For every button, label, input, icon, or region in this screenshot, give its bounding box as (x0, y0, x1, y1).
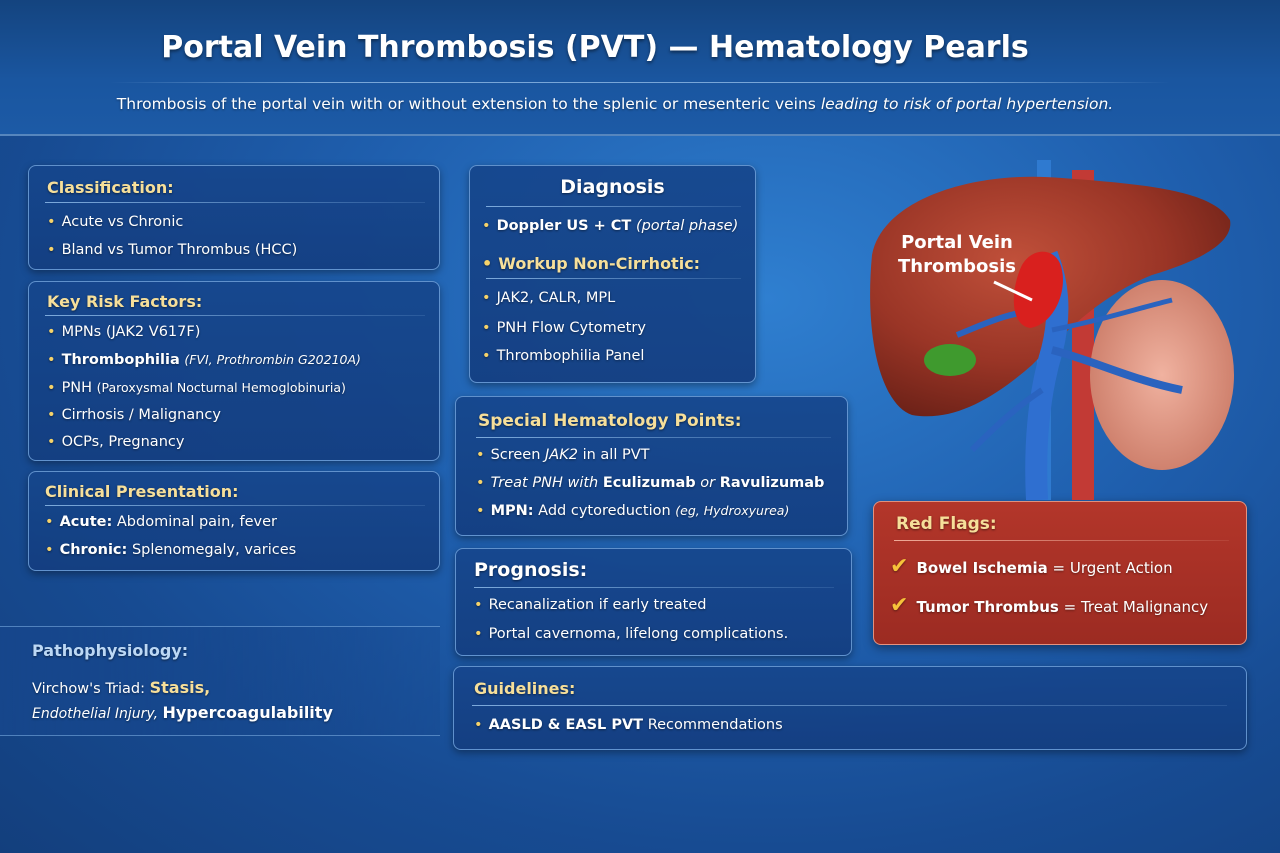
risk-item-mpn: • MPNs (JAK2 V617F) (47, 324, 201, 340)
risk-item-thrombophilia: • Thrombophilia (FVI, Prothrombin G20210A) (47, 352, 361, 368)
red-flags-panel (873, 501, 1247, 645)
clinical-item-acute: • Acute: Abdominal pain, fever (45, 514, 277, 530)
special-points-panel (455, 396, 848, 536)
risk-factors-title: Key Risk Factors: (47, 292, 203, 311)
pathophysiology-band (0, 626, 440, 736)
clinical-panel (28, 471, 440, 571)
special-item-pnh: • Treat PNH with Eculizumab or Ravulizumab (476, 475, 825, 491)
special-item-jak2: • Screen JAK2 in all PVT (476, 447, 650, 463)
guidelines-divider (472, 705, 1227, 706)
classification-panel (28, 165, 440, 270)
special-points-divider (476, 437, 831, 438)
workup-item: • Thrombophilia Panel (482, 348, 645, 364)
prognosis-divider (474, 587, 834, 588)
risk-item-cirrhosis: • Cirrhosis / Malignancy (47, 407, 221, 423)
risk-item-pnh: • PNH (Paroxysmal Nocturnal Hemoglobinuria) (47, 380, 346, 396)
subtitle-italic: leading to risk of portal hypertension. (820, 95, 1114, 113)
red-flag-item-ischemia: ✔ Bowel Ischemia = Urgent Action (890, 554, 1173, 579)
liver-illustration (862, 160, 1242, 500)
pathophysiology-line: Virchow's Triad: Stasis, (32, 678, 211, 697)
special-item-mpn: • MPN: Add cytoreduction (eg, Hydroxyurea) (476, 503, 790, 519)
classification-title: Classification: (47, 178, 174, 197)
clinical-item-chronic: • Chronic: Splenomegaly, varices (45, 542, 297, 558)
classification-item: • Bland vs Tumor Thrombus (HCC) (47, 242, 298, 258)
spleen-shape (1090, 280, 1234, 470)
guidelines-title: Guidelines: (474, 679, 576, 698)
red-flags-divider (894, 540, 1229, 541)
risk-factors-panel (28, 281, 440, 461)
diagnosis-divider (486, 206, 741, 207)
risk-item-ocp: • OCPs, Pregnancy (47, 434, 185, 450)
guidelines-panel (453, 666, 1247, 750)
checkmark-icon: ✔ (890, 593, 909, 618)
illustration-label-line2: Thrombosis (898, 256, 1016, 277)
workup-item: • PNH Flow Cytometry (482, 320, 646, 336)
illustration-label-line1: Portal Vein (901, 232, 1013, 253)
pathophysiology-title: Pathophysiology: (32, 641, 189, 660)
diagnosis-panel (469, 165, 756, 383)
prognosis-item: • Portal cavernoma, lifelong complications. (474, 626, 789, 642)
prognosis-item: • Recanalization if early treated (474, 597, 707, 613)
red-flags-title: Red Flags: (896, 514, 997, 534)
special-points-title: Special Hematology Points: (478, 411, 742, 431)
prognosis-panel (455, 548, 852, 656)
clinical-title: Clinical Presentation: (45, 482, 239, 501)
classification-item: • Acute vs Chronic (47, 214, 184, 230)
gallbladder-shape (924, 344, 976, 376)
checkmark-icon: ✔ (890, 554, 909, 579)
diagnosis-title: Diagnosis (560, 176, 665, 198)
guidelines-item: • AASLD & EASL PVT Recommendations (474, 717, 783, 733)
pathophysiology-line: Endothelial Injury, Hypercoagulability (32, 703, 333, 722)
prognosis-title: Prognosis: (474, 559, 588, 581)
risk-factors-divider (45, 315, 425, 316)
subtitle-main: Thrombosis of the portal vein with or without extension to the splenic or mesenteric veins (116, 95, 816, 113)
workup-item: • JAK2, CALR, MPL (482, 290, 616, 306)
page-title: Portal Vein Thrombosis (PVT) — Hematology Pearls (161, 30, 1029, 65)
header-band (0, 0, 1280, 136)
clinical-divider (45, 505, 425, 506)
diagnosis-item-imaging: • Doppler US + CT (portal phase) (482, 218, 739, 234)
title-divider (110, 82, 1170, 83)
classification-divider (45, 202, 425, 203)
workup-divider (486, 278, 741, 279)
page-subtitle (0, 95, 1230, 113)
workup-title: • Workup Non-Cirrhotic: (482, 254, 701, 273)
red-flag-item-tumor: ✔ Tumor Thrombus = Treat Malignancy (890, 593, 1209, 618)
